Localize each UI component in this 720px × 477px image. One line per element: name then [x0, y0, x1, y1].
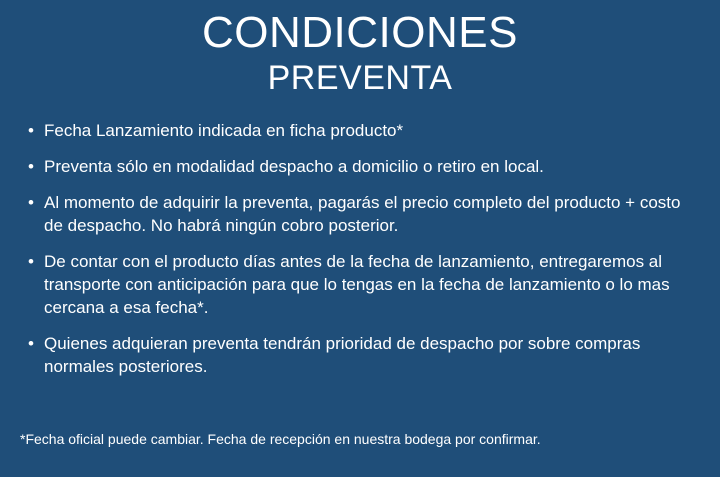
- title-block: [18, 10, 702, 97]
- bullet-dot-icon: •: [28, 193, 34, 213]
- list-item: [28, 191, 696, 237]
- list-item: [28, 155, 696, 178]
- page-title: CONDICIONES: [202, 8, 518, 57]
- conditions-list: [18, 119, 702, 430]
- bullet-dot-icon: •: [28, 157, 34, 177]
- footnote: *Fecha oficial puede cambiar. Fecha de recepción en nuestra bodega por confirmar.: [20, 431, 541, 447]
- bullet-dot-icon: •: [28, 334, 34, 354]
- list-item-text: Fecha Lanzamiento indicada en ficha producto*: [44, 121, 404, 141]
- list-item-text: Quienes adquieran preventa tendrán prioridad de despacho por sobre compras normales posteriores.: [44, 334, 641, 377]
- bullet-dot-icon: •: [28, 252, 34, 272]
- list-item: [28, 250, 696, 319]
- list-item: [28, 119, 696, 142]
- list-item-text: Preventa sólo en modalidad despacho a domicilio o retiro en local.: [44, 157, 544, 177]
- page-subtitle: PREVENTA: [267, 58, 453, 97]
- list-item: [28, 332, 696, 378]
- list-item-text: Al momento de adquirir la preventa, pagarás el precio completo del producto + costo de despacho. No habrá ningún cobro posterior.: [44, 193, 681, 236]
- bullet-dot-icon: •: [28, 121, 34, 141]
- list-item-text: De contar con el producto días antes de la fecha de lanzamiento, entregaremos al transporte con anticipación para que lo tengas en la fecha de lanzamiento o lo mas cercana a esa fecha*.: [44, 252, 670, 318]
